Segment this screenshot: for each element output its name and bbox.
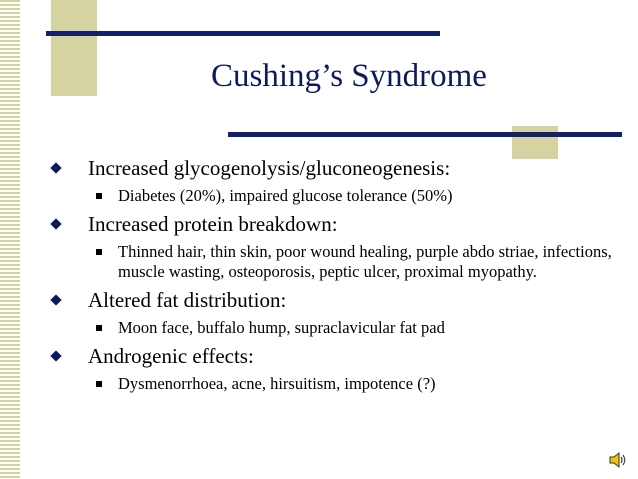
bullet-text: Androgenic effects: — [88, 344, 254, 368]
sub-bullet-item — [50, 318, 620, 338]
decorative-navy-line-top — [46, 31, 440, 36]
diamond-bullet-icon — [50, 294, 61, 305]
slide-title: Cushing’s Syndrome — [211, 58, 487, 94]
diamond-bullet-icon — [50, 218, 61, 229]
square-bullet-icon — [96, 325, 102, 331]
bullet-text: Increased glycogenolysis/gluconeogenesis: — [88, 156, 451, 180]
bullet-text: Increased protein breakdown: — [88, 212, 338, 236]
square-bullet-icon — [96, 381, 102, 387]
bullet-item — [50, 211, 620, 237]
square-bullet-icon — [96, 193, 102, 199]
sub-bullet-text: Diabetes (20%), impaired glucose tolerance (50%) — [118, 186, 453, 205]
diamond-bullet-icon — [50, 350, 61, 361]
speaker-icon[interactable] — [608, 450, 628, 470]
sub-bullet-text: Moon face, buffalo hump, supraclavicular fat pad — [118, 318, 445, 337]
decorative-navy-line-bottom — [228, 132, 622, 137]
sub-bullet-item — [50, 242, 620, 282]
bullet-item — [50, 287, 620, 313]
diamond-bullet-icon — [50, 162, 61, 173]
sub-bullet-item — [50, 374, 620, 394]
sub-bullet-text: Thinned hair, thin skin, poor wound healing, purple abdo striae, infections, muscle wasting, osteoporosis, peptic ulcer, proximal myopathy. — [118, 242, 612, 281]
square-bullet-icon — [96, 249, 102, 255]
bullet-text: Altered fat distribution: — [88, 288, 287, 312]
bullet-list — [50, 155, 620, 399]
sub-bullet-item — [50, 186, 620, 206]
sub-bullet-text: Dysmenorrhoea, acne, hirsuitism, impotence (?) — [118, 374, 436, 393]
bullet-item — [50, 343, 620, 369]
bullet-item — [50, 155, 620, 181]
